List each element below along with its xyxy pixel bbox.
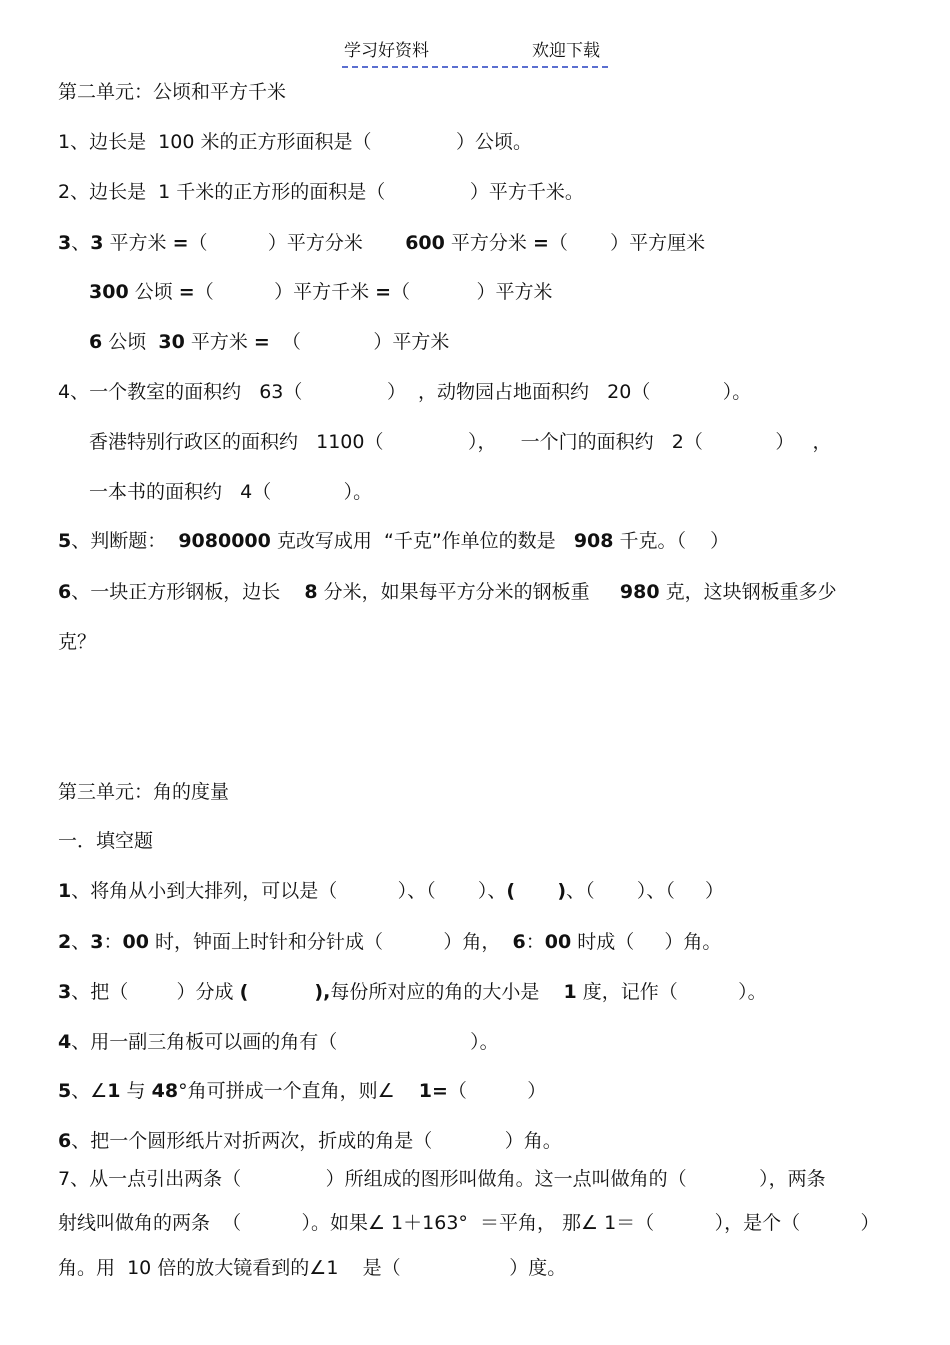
text-segment: （ ）平方分米 <box>188 232 406 254</box>
unit3-question-7-line-3: 角。用 10 倍的放大镜看到的∠1 是（ ）度。 <box>58 1257 567 1279</box>
paren-blank: ( ), <box>239 981 331 1003</box>
text-segment: 分米，如果每平方分米的钢板重 <box>317 581 620 603</box>
unit2-question-3-line-2 <box>89 280 552 304</box>
equals-sign: = <box>253 331 270 353</box>
text-segment: 、∠ <box>71 1080 108 1102</box>
page-header <box>342 40 608 68</box>
value-number: 00 <box>544 931 572 953</box>
equals-sign: = <box>172 232 189 254</box>
unit2-title: 第二单元：公顷和平方千米 <box>58 81 287 103</box>
value-number: 48 <box>151 1080 179 1102</box>
paren-close: ) <box>557 880 567 902</box>
text-segment: 、 <box>71 931 91 953</box>
value-number: 9080000 <box>178 530 271 552</box>
text-segment: 、将角从小到大排列，可以是（ ）、（ ）、 <box>71 880 507 902</box>
unit2-question-2: 2、边长是 1 千米的正方形的面积是（ ）平方千米。 <box>58 181 584 203</box>
value-number: 1 <box>563 981 577 1003</box>
separator: 、 <box>71 232 91 254</box>
unit2-question-6-line-1 <box>58 580 837 604</box>
question-number: 2 <box>58 931 72 953</box>
unit2-question-3-line-1 <box>58 231 705 255</box>
value-number: 8 <box>304 581 318 603</box>
unit3-title: 第三单元：角的度量 <box>58 781 230 803</box>
question-number: 5 <box>58 1080 72 1102</box>
unit2-question-5 <box>58 529 729 553</box>
unit3-subtitle: 一．填空题 <box>58 830 154 852</box>
value-number: 3 <box>90 232 104 254</box>
text-segment: 时成（ ）角。 <box>571 931 722 953</box>
unit3-question-2 <box>58 930 721 954</box>
text-segment: 与 <box>120 1080 152 1102</box>
text-segment: 、（ ）、（ ） <box>566 880 725 902</box>
text-segment: °角可拼成一个直角，则∠ <box>178 1080 419 1102</box>
text-segment: 千克。（ ） <box>613 530 730 552</box>
unit2-question-4-line-3: 一本书的面积约 4（ ）。 <box>89 481 373 503</box>
unit2-question-6-line-2: 克？ <box>58 631 97 653</box>
value-number: 300 <box>89 281 129 303</box>
text-segment: 、把（ ）分成 <box>71 981 240 1003</box>
value-number: 600 <box>405 232 445 254</box>
unit3-question-3 <box>58 980 767 1004</box>
value-number: 980 <box>619 581 660 603</box>
value-number: 908 <box>573 530 614 552</box>
text-segment: 克，这块钢板重多少 <box>659 581 837 603</box>
question-number: 6 <box>58 1130 72 1152</box>
unit2-question-3-line-3 <box>89 330 449 354</box>
text-segment: 、用一副三角板可以画的角有（ ）。 <box>71 1031 499 1053</box>
text-segment: （ ） <box>447 1080 547 1102</box>
unit2-question-4-line-2: 香港特别行政区的面积约 1100（ ）， 一个门的面积约 2（ ） ， <box>89 431 832 453</box>
value-number: 6 <box>89 331 103 353</box>
value-number: 00 <box>122 931 149 953</box>
text-segment: （ ）平方厘米 <box>548 232 706 254</box>
header-right-text: 欢迎下载 <box>532 41 600 61</box>
unit2-question-4-line-1: 4、一个教室的面积约 63（ ） ，动物园占地面积约 20（ ）。 <box>58 381 752 403</box>
text-segment: 、判断题： <box>71 530 179 552</box>
question-number: 6 <box>58 581 72 603</box>
text-segment: 时，钟面上时针和分针成（ ）角， <box>148 931 513 953</box>
text-segment: 公顷 <box>128 281 179 303</box>
value-number: 6 <box>512 931 526 953</box>
equals-sign: = <box>375 281 392 303</box>
question-number: 3 <box>58 981 72 1003</box>
paren-open: ( <box>506 880 516 902</box>
text-segment: ： <box>103 931 123 953</box>
text-segment: 克改写成用 “千克”作单位的数是 <box>270 530 574 552</box>
text-segment: 每份所对应的角的大小是 <box>330 981 564 1003</box>
unit3-question-7-line-2: 射线叫做角的两条 （ ）。如果∠ 1＋163° ＝平角， 那∠ 1＝（ ），是个（ ） <box>58 1212 880 1234</box>
question-number: 5 <box>58 530 72 552</box>
equals-sign: = <box>532 232 549 254</box>
text-segment: 平方米 <box>103 232 173 254</box>
equals-sign: = <box>178 281 195 303</box>
value-number: 1 <box>107 1080 121 1102</box>
value-number: 3 <box>90 931 104 953</box>
unit3-question-5 <box>58 1079 546 1103</box>
text-segment: ： <box>525 931 545 953</box>
question-number: 4 <box>58 1031 72 1053</box>
value-number: 1= <box>418 1080 448 1102</box>
question-number: 3 <box>58 232 72 254</box>
unit3-question-7-line-1: 7、从一点引出两条（ ）所组成的图形叫做角。这一点叫做角的（ ），两条 <box>58 1168 826 1190</box>
question-number: 1 <box>58 880 72 902</box>
text-segment: （ ）平方千米 <box>194 281 376 303</box>
unit3-question-4 <box>58 1030 499 1054</box>
unit3-question-1 <box>58 879 724 903</box>
text-segment: （ ）平方米 <box>391 281 553 303</box>
value-number: 30 <box>158 331 185 353</box>
text-segment: 平方米 <box>184 331 254 353</box>
text-segment <box>515 880 557 902</box>
text-segment: （ ）平方米 <box>269 331 450 353</box>
text-segment: 度，记作（ ）。 <box>576 981 767 1003</box>
text-segment: 、把一个圆形纸片对折两次，折成的角是（ ）角。 <box>71 1130 562 1152</box>
unit3-question-6 <box>58 1129 562 1153</box>
unit2-question-1: 1、边长是 100 米的正方形面积是（ ）公顷。 <box>58 131 533 153</box>
text-segment: 、一块正方形钢板，边长 <box>71 581 305 603</box>
text-segment: 平方分米 <box>444 232 533 254</box>
header-left-text: 学习好资料 <box>344 41 429 61</box>
text-segment: 公顷 <box>102 331 159 353</box>
